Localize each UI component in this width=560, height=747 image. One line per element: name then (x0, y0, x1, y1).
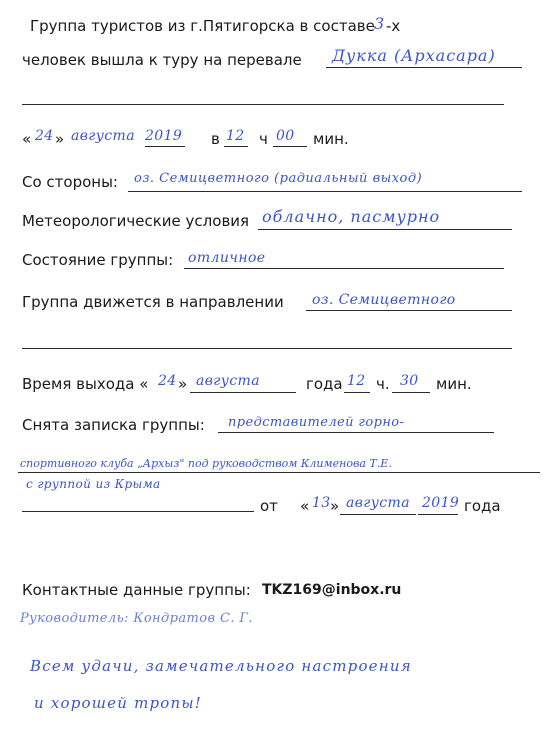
departure-hours-underline (344, 392, 370, 393)
from-close-quote: » (330, 497, 340, 515)
departure-year-label: года (306, 375, 343, 393)
pass-label: человек вышла к туру на перевале (22, 51, 302, 69)
departure-hours-value: 12 (347, 373, 366, 389)
state-value: отличное (188, 250, 266, 266)
departure-minutes-value: 30 (400, 373, 419, 389)
blank-line-1 (22, 104, 504, 105)
time-mid: ч (259, 130, 268, 148)
note-line-3: с группой из Крыма (26, 477, 161, 491)
from-open-quote: « (300, 497, 310, 515)
wish-line-2: и хорошей тропы! (34, 694, 203, 712)
from-year-underline (418, 514, 458, 515)
time-suffix: мин. (313, 130, 349, 148)
note-line-2: спортивного клуба „Архыз" под руководством Клименова Т.Е. (20, 457, 392, 470)
from-year-label: года (464, 497, 501, 515)
from-month-value: августа (346, 495, 410, 511)
group-size-value: 3 (374, 14, 385, 33)
blank-line-2 (22, 348, 512, 349)
time-minutes-underline (273, 146, 307, 147)
date-open-quote: « (22, 130, 32, 148)
from-month-underline (340, 514, 416, 515)
note-line-1: представителей горно- (228, 415, 405, 430)
departure-day-value: 24 (158, 373, 177, 389)
group-size-suffix: -х (386, 17, 401, 35)
from-day-value: 13 (312, 495, 331, 511)
date-day-value: 24 (35, 128, 54, 144)
time-minutes-value: 00 (276, 128, 295, 144)
direction-value: оз. Семицветного (312, 292, 456, 308)
departure-month-underline (190, 392, 296, 393)
contact-label: Контактные данные группы: (22, 581, 251, 599)
departure-close-quote: » (178, 375, 188, 393)
date-year-value: 2019 (145, 128, 183, 144)
date-month-value: августа (71, 128, 135, 144)
departure-min-label: мин. (436, 375, 472, 393)
weather-underline (258, 229, 512, 230)
state-underline (184, 268, 504, 269)
weather-value: облачно, пасмурно (262, 207, 441, 226)
pass-name-value: Дукка (Архасара) (332, 46, 496, 65)
pass-underline (326, 67, 522, 68)
date-year-underline (145, 146, 185, 147)
side-underline (128, 191, 522, 192)
side-label: Со стороны: (22, 173, 118, 191)
weather-label: Метеорологические условия (22, 212, 250, 230)
time-prefix: в (211, 130, 220, 148)
note-underline-2 (18, 472, 540, 473)
from-label: от (260, 497, 278, 515)
from-year-value: 2019 (422, 495, 460, 511)
direction-label: Группа движется в направлении (22, 293, 284, 311)
leader-name: Руководитель: Кондратов С. Г. (20, 611, 253, 626)
wish-line-1: Всем удачи, замечательного настроения (30, 657, 412, 675)
departure-label: Время выхода « (22, 375, 149, 393)
departure-month-value: августа (196, 373, 260, 389)
date-close-quote: » (55, 130, 65, 148)
intro-text: Группа туристов из г.Пятигорска в составе (30, 17, 375, 35)
contact-email: TKZ169@inbox.ru (262, 582, 402, 598)
direction-underline (306, 310, 512, 311)
time-hours-underline (224, 146, 248, 147)
note-underline-1 (218, 432, 494, 433)
state-label: Состояние группы: (22, 251, 174, 269)
time-hours-value: 12 (226, 128, 245, 144)
note-label: Снята записка группы: (22, 416, 205, 434)
from-blank-line (22, 511, 254, 512)
side-value: оз. Семицветного (радиальный выход) (134, 171, 423, 186)
departure-minutes-underline (392, 392, 430, 393)
departure-h-label: ч. (376, 375, 390, 393)
